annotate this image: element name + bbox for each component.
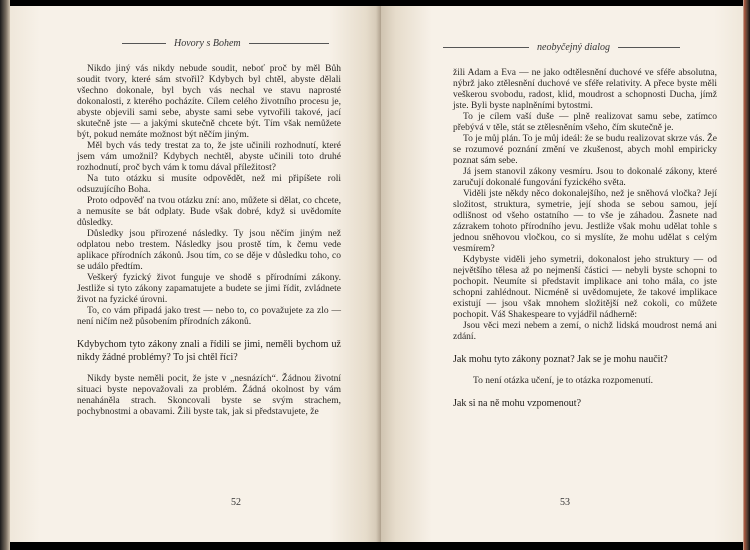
paragraph: To, co vám připadá jako trest — nebo to, co považujete za zlo — není ničím než působením přírodních zákonů.: [77, 306, 341, 327]
paragraph: Viděli jste někdy něco dokonalejšího, než je sněhová vločka? Její složitost, struktura, symetrie, její shoda se sebou samou, její odlišnost od všeho ostatního — to vše je záhadou. Žasnete nad zázrakem tohoto přírodního jevu. Jestliže však mohu udělat tohle s jednou sněhovou vločkou, co si myslíte, že mohu udělat s celým vesmírem?: [453, 189, 717, 254]
paragraph: Veškerý fyzický život funguje ve shodě s přírodními zákony. Jestliže si tyto zákony zapamatujete a budete se jimi řídit, zvládnete život na fyzické úrovni.: [77, 273, 341, 305]
header-rule-right: [249, 43, 329, 44]
header-rule-right: [618, 47, 680, 48]
header-rule-left: [122, 43, 166, 44]
paragraph: Proto odpověď na tvou otázku zní: ano, můžete si dělat, co chcete, a nemusíte se bát odplaty. Bude však dobré, když si uvědomíte důsledky.: [77, 196, 341, 228]
paragraph: Já jsem stanovil zákony vesmíru. Jsou to dokonalé zákony, které zaručují dokonalé fungování fyzického světa.: [453, 167, 717, 188]
paragraph: Na tuto otázku si musíte odpovědět, než mi připíšete roli odsuzujícího Boha.: [77, 174, 341, 195]
paragraph: To je cílem vaší duše — plně realizovat samu sebe, zatímco přebývá v těle, stát se ztělesněním všeho, čím skutečně je.: [453, 112, 717, 133]
question-paragraph: Kdybychom tyto zákony znali a řídili se jimi, neměli bychom už nikdy žádné problémy? To jsi chtěl říci?: [77, 339, 341, 363]
paragraph: žili Adam a Eva — ne jako odtělesnění duchové ve sféře absolutna, nýbrž jako ztělesnění duchové ve sféře relativity. A přece byste měli veškerou svobodu, radost, klid, moudrost a schopnosti Ducha, jímž jste. Byli byste naplněními bytostmi.: [453, 68, 717, 111]
right-page-number: 53: [560, 497, 570, 508]
right-page: [381, 6, 743, 542]
left-header-title: Hovory s Bohem: [174, 38, 241, 49]
header-rule-left: [443, 47, 529, 48]
left-page: [10, 6, 381, 542]
left-running-header: [122, 38, 329, 49]
paragraph: Nikdy byste neměli pocit, že jste v „nesnázích“. Žádnou životní situaci byste nepovažovali za problém. Žádná okolnost by vám nenaháněla strach. Skoncovali byste se svým strachem, pochybnostmi a obavami. Žili byste tak, jak si představujete, že: [77, 374, 341, 417]
question-paragraph: Jak si na ně mohu vzpomenout?: [453, 398, 582, 409]
right-header-title: neobyčejný dialog: [537, 42, 611, 53]
right-page-text: [453, 68, 717, 420]
book-edge-right: [743, 0, 750, 550]
paragraph: To není otázka učení, je to otázka rozpomenutí.: [473, 376, 654, 386]
book-edge-left: [0, 0, 10, 550]
paragraph: Důsledky jsou přirozené následky. Ty jsou něčím jiným než odplatou nebo trestem. Následky jsou prostě tím, k čemu vede aplikace přírodních zákonů. Jsou tím, co se děje v důsledku toho, co se událo předtím.: [77, 229, 341, 272]
paragraph: Měl bych vás tedy trestat za to, že jste učinili rozhodnutí, které jsem vám umožnil? Kdybych nechtěl, abyste učinili toto druhé rozhodnutí, proč bych vám k tomu dával příležitost?: [77, 141, 341, 173]
left-page-number: 52: [231, 497, 241, 508]
left-page-text: [77, 64, 341, 418]
paragraph: Jsou věci mezi nebem a zemí, o nichž lidská moudrost nemá ani zdání.: [453, 321, 717, 342]
paragraph: Kdybyste viděli jeho symetrii, dokonalost jeho struktury — od největšího tělesa až po nejmenší částici — nebyli byste schopni to pochopit. Neumíte si představit implikace ani toho mála, co jste schopni zahlédnout. Nicméně si uvědomujete, že takové implikace existují — jsou však mnohem složitější než cokoli, co můžete pochopit. Váš Shakespeare to vyjádřil nádherně:: [453, 255, 717, 320]
question-paragraph: Jak mohu tyto zákony poznat? Jak se je mohu naučit?: [453, 354, 668, 365]
paragraph: To je můj plán. To je můj ideál: že se budu realizovat skrze vás. Že se rozumové poznání změní ve zkušenost, abych mohl empiricky poznat sám sebe.: [453, 134, 717, 166]
right-running-header: [443, 42, 680, 53]
paragraph: Nikdo jiný vás nikdy nebude soudit, neboť proč by měl Bůh soudit tvory, které sám stvořil? Kdybych byl chtěl, abyste dělali všechno dokonale, byl bych vás nechal ve stavu naprosté dokonalosti, z kterého pocházíte. Cílem celého životního procesu je, abyste objevili sami sebe, abyste sami sebe vytvořili takové, jací skutečně jste — a jakými skutečně chcete být. Tím však nemůžete být, pokud nemáte možnost být něčím jiným.: [77, 64, 341, 140]
